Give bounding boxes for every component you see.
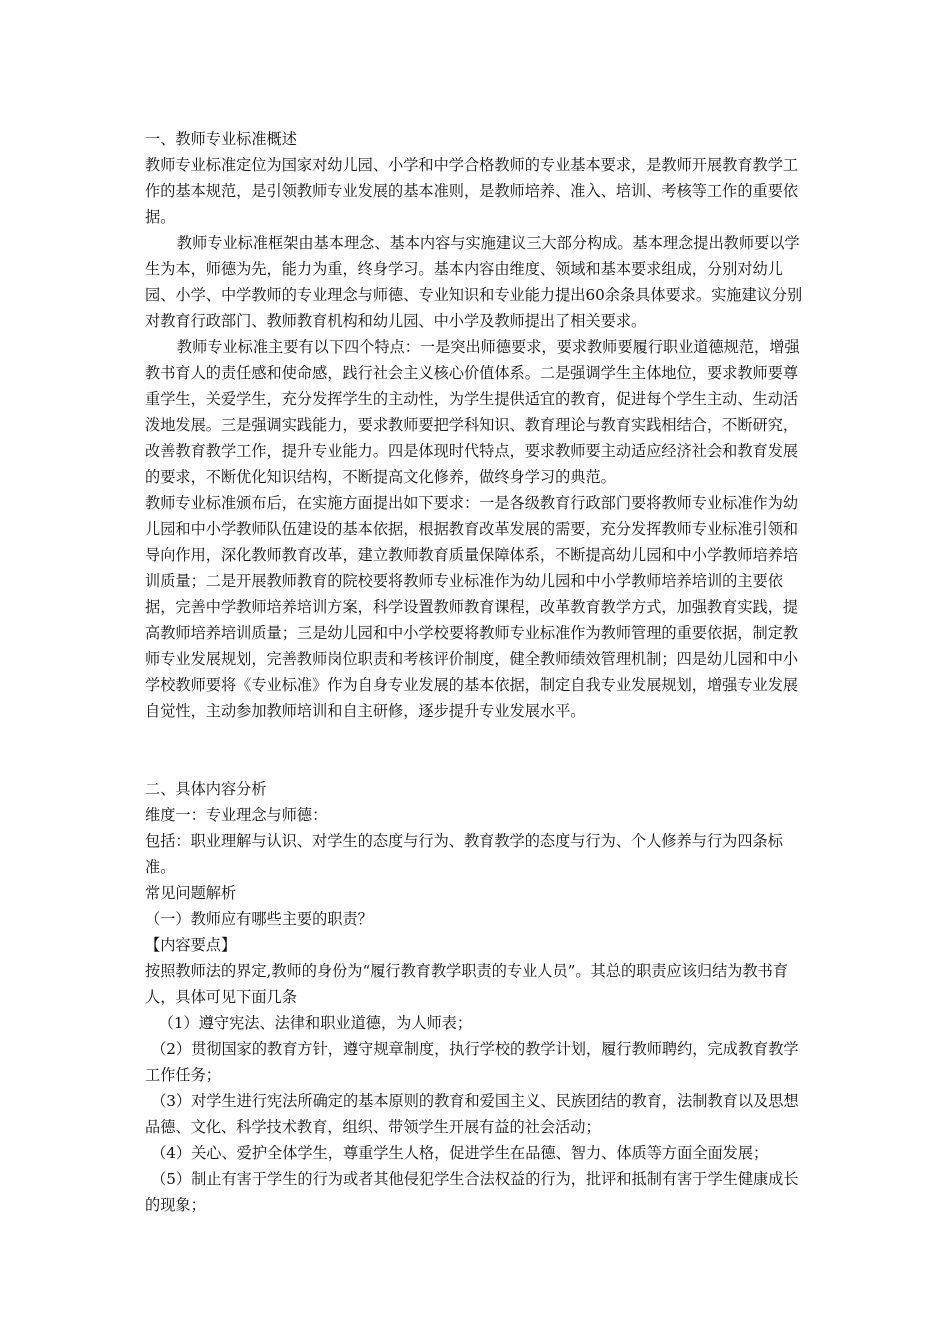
section1-paragraph-definition: 教师专业标准定位为国家对幼儿园、小学和中学合格教师的专业基本要求，是教师开展教育教学工作的基本规范，是引领教师专业发展的基本准则，是教师培养、准入、培训、考核等工作的重要依据。 (145, 156, 799, 226)
duty-item: （5）制止有害于学生的行为或者其他侵犯学生合法权益的行为，批评和抵制有害于学生健康成长的现象； (145, 1170, 799, 1214)
document-page (145, 126, 813, 1218)
key-points-label: 【内容要点】 (145, 936, 237, 954)
duty-item: （1）遵守宪法、法律和职业道德，为人师表； (158, 1014, 473, 1032)
section1-heading: 一、教师专业标准概述 (145, 130, 297, 148)
section-spacer (145, 724, 813, 776)
section1-paragraph-features: 教师专业标准主要有以下四个特点：一是突出师德要求，要求教师要履行职业道德规范，增强教书育人的责任感和使命感，践行社会主义核心价值体系。二是强调学生主体地位，要求教师要尊重学生，关爱学生，充分发挥学生的主动性，为学生提供适宜的教育，促进每个学生主动、生动活泼地发展。三是强调实践能力，要求教师要把学科知识、教育理论与教育实践相结合，不断研究，改善教育教学工作，提升专业能力。四是体现时代特点，要求教师要主动适应经济社会和教育发展的要求，不断优化知识结构，不断提高文化修养，做终身学习的典范。 (145, 338, 800, 486)
duty-item: （2）贯彻国家的教育方针，遵守规章制度，执行学校的教学计划，履行教师聘约，完成教育教学工作任务； (145, 1040, 799, 1084)
duties-intro: 按照教师法的界定,教师的身份为“履行教育教学职责的专业人员”。其总的职责应该归结为教书育人，具体可见下面几条 (145, 962, 789, 1006)
duty-item: （4）关心、爱护全体学生，尊重学生人格，促进学生在品德、智力、体质等方面全面发展； (151, 1144, 769, 1162)
duty-item: （3）对学生进行宪法所确定的基本原则的教育和爱国主义、民族团结的教育，法制教育以及思想品德、文化、科学技术教育，组织、带领学生开展有益的社会活动； (145, 1092, 799, 1136)
section2-heading: 二、具体内容分析 (145, 780, 267, 798)
dimension-includes: 包括：职业理解与认识、对学生的态度与行为、教育教学的态度与行为、个人修养与行为四条标准。 (145, 832, 783, 876)
section1-paragraph-implementation: 教师专业标准颁布后，在实施方面提出如下要求：一是各级教育行政部门要将教师专业标准作为幼儿园和中小学教师队伍建设的基本依据，根据教育改革发展的需要，充分发挥教师专业标准引领和导向作用，深化教师教育改革，建立教师教育质量保障体系，不断提高幼儿园和中小学教师培养培训质量；二是开展教师教育的院校要将教师专业标准作为幼儿园和中小学教师培养培训的主要依据，完善中学教师培养培训方案，科学设置教师教育课程，改革教育教学方式，加强教育实践，提高教师培养培训质量；三是幼儿园和中小学校要将教师专业标准作为教师管理的重要依据，制定教师专业发展规划，完善教师岗位职责和考核评价制度，健全教师绩效管理机制；四是幼儿园和中小学校教师要将《专业标准》作为自身专业发展的基本依据，制定自我专业发展规划，增强专业发展自觉性，主动参加教师培训和自主研修，逐步提升专业发展水平。 (145, 494, 799, 720)
dimension-title: 维度一：专业理念与师德： (145, 806, 328, 824)
faq-heading: 常见问题解析 (145, 884, 237, 902)
question-title: （一）教师应有哪些主要的职责？ (145, 910, 373, 928)
section1-paragraph-framework: 教师专业标准框架由基本理念、基本内容与实施建议三大部分构成。基本理念提出教师要以学生为本，师德为先，能力为重，终身学习。基本内容由维度、领域和基本要求组成，分别对幼儿园、小学、中学教师的专业理念与师德、专业知识和专业能力提出60余条具体要求。实施建议分别对教育行政部门、教师教育机构和幼儿园、中小学及教师提出了相关要求。 (145, 234, 803, 330)
